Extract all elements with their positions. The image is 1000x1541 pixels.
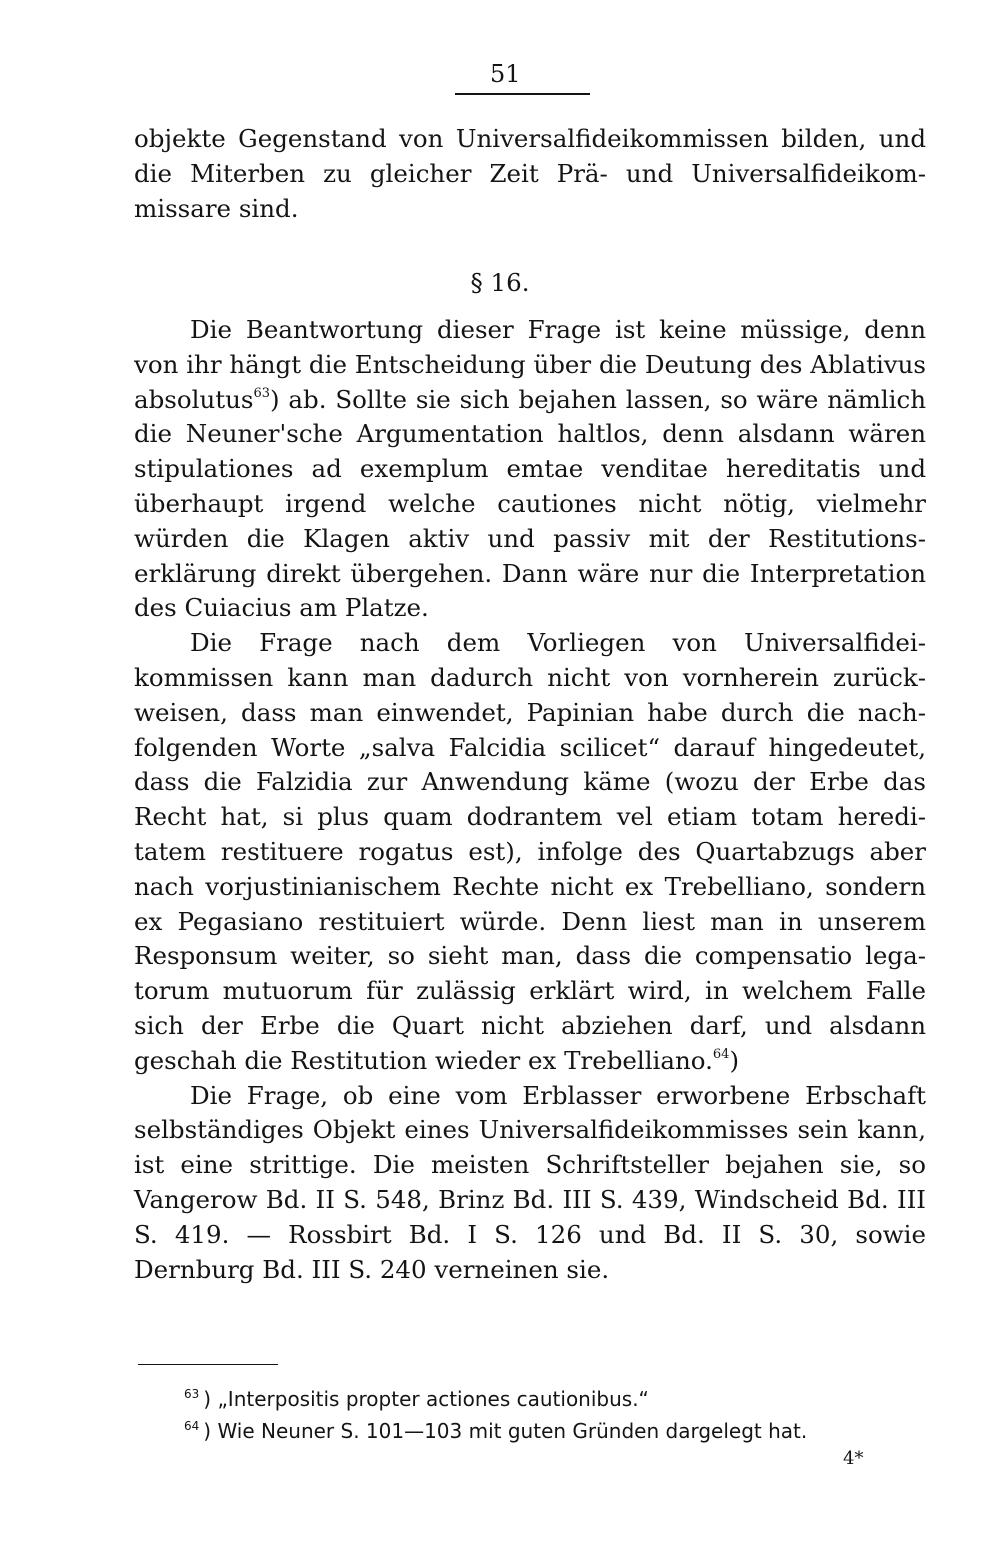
continuation-block <box>134 122 926 226</box>
section-heading: § 16. <box>470 268 530 297</box>
footnote-text: ) „Interpositis propter actiones cautionibus.“ <box>203 1387 649 1411</box>
header-rule <box>455 93 590 95</box>
footnote-63 <box>184 1383 944 1415</box>
footnote-64 <box>184 1415 944 1447</box>
paragraph-erbschaft: Die Frage, ob eine vom Erblasser erworbene Erbschaft selbständiges Objekt eines Universalfideikommisses sein kann, ist eine strittige. Die meisten Schriftsteller bejahen sie, so Vangerow Bd. II S. 548, Brinz Bd. III S. 439, Windscheid Bd. III S. 419. — Rossbirt Bd. I S. 126 und Bd. II S. 30, sowie Dernburg Bd. III S. 240 verneinen sie. <box>134 1080 926 1284</box>
footnote-marker: 64 <box>184 1419 200 1433</box>
footnotes <box>184 1383 944 1447</box>
paragraph-ablativus <box>134 313 926 626</box>
paragraph-universalfideikommisse <box>134 626 926 1078</box>
footnote-ref-63: 63 <box>253 385 270 401</box>
printer-signature-mark: 4* <box>843 1448 864 1469</box>
page-number: 51 <box>490 60 521 88</box>
paragraph-universalfideikommisse-text: Die Frage nach dem Vorliegen von Universalfideikommissen kann man dadurch nicht von vornherein zurückweisen, dass man einwendet, Papinian habe durch die nachfolgenden Worte „salva Falcidia scilicet“ darauf hingedeutet, dass die Falzidia zur Anwendung käme (wozu der Erbe das Recht hat, si plus quam dodrantem vel etiam totam hereditatem restituere rogatus est), infolge des Quartabzugs aber nach vorjustinianischem Rechte nicht ex Trebelliano, sondern ex Pegasiano restituiert würde. Denn liest man in unserem Responsum weiter, so sieht man, dass die compensatio legatorum mutuorum für zulässig erklärt wird, in welchem Falle sich der Erbe die Quart nicht abziehen darf, und alsdann geschah die Restitution wieder ex Trebelliano. <box>134 628 926 1075</box>
paragraph-ablativus-text-start: Die Beantwortung dieser Frage ist keine müssige, denn von ihr hängt die Entscheidung über die Deutung des Ablativus absolutus <box>134 315 926 414</box>
footnote-rule <box>138 1364 278 1365</box>
footnote-text: ) Wie Neuner S. 101—103 mit guten Gründen dargelegt hat. <box>203 1419 808 1443</box>
main-text <box>134 313 926 1287</box>
paragraph-continuation: objekte Gegenstand von Universalfideikommissen bilden, und die Miterben zu gleicher Zeit Prä- und Universalfideikommissare sind. <box>134 124 926 223</box>
paragraph-universalfideikommisse-text-end: ) <box>729 1045 739 1075</box>
footnote-marker: 63 <box>184 1387 200 1401</box>
footnote-ref-64: 64 <box>712 1046 730 1062</box>
paragraph-ablativus-text-end: ) ab. Sollte sie sich bejahen lassen, so wäre nämlich die Neuner'sche Argumentation haltlos, denn alsdann wären stipulationes ad exemplum emtae venditae hereditatis und überhaupt irgend welche cautiones nicht nötig, vielmehr würden die Klagen aktiv und passiv mit der Restitutionserklärung direkt übergehen. Dann wäre nur die Interpretation des Cuiacius am Platze. <box>134 384 926 623</box>
